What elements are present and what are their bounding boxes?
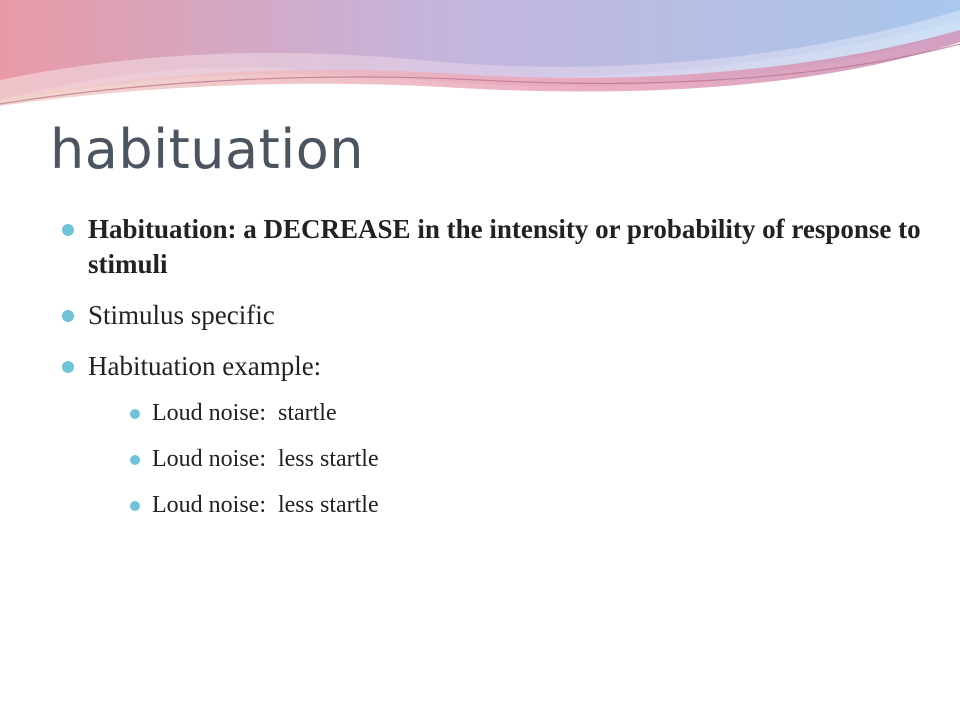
sub-bullet-text: Loud noise: less startle: [152, 446, 379, 472]
slide-title: habituation: [50, 118, 365, 181]
bullet-definition: [62, 212, 922, 282]
decorative-banner: [0, 0, 960, 110]
bullet-dot-icon: [62, 224, 74, 236]
bullet-dot-icon: [130, 455, 140, 465]
bullet-text: Habituation example:: [88, 351, 322, 381]
sub-bullet-text: Loud noise: startle: [152, 400, 337, 426]
bullet-example: [62, 349, 922, 520]
sub-bullet-text: Loud noise: less startle: [152, 492, 379, 518]
bullet-dot-icon: [62, 361, 74, 373]
sub-bullet: [130, 444, 922, 474]
bullet-dot-icon: [130, 501, 140, 511]
bullet-text: Habituation: a DECREASE in the intensity or probability of response to stimuli: [88, 214, 921, 279]
sub-bullet: [130, 490, 922, 520]
sub-bullet-list: [130, 398, 922, 520]
bullet-dot-icon: [130, 409, 140, 419]
bullet-list: [62, 212, 922, 536]
sub-bullet: [130, 398, 922, 428]
bullet-text: Stimulus specific: [88, 300, 275, 330]
bullet-dot-icon: [62, 310, 74, 322]
bullet-stimulus-specific: [62, 298, 922, 333]
